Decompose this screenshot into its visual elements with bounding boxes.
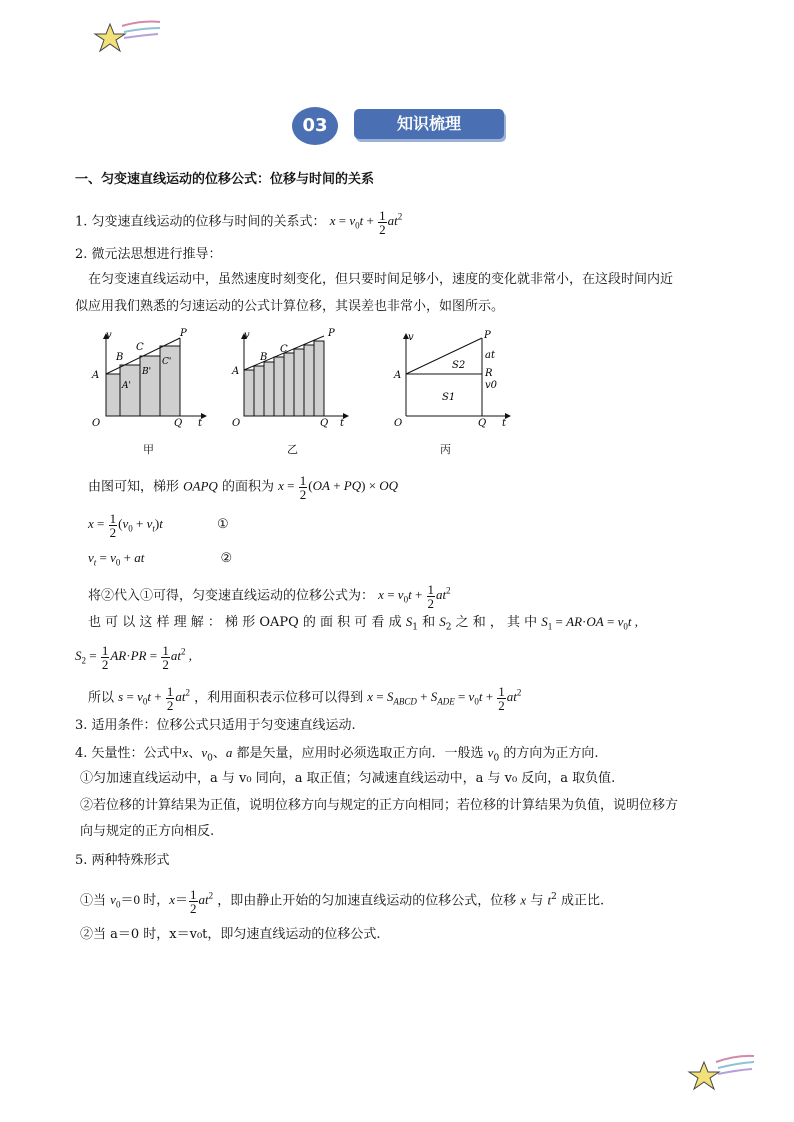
c-label: C (136, 342, 144, 353)
axis-t-label: t (198, 418, 203, 429)
item-1-text: 1. 匀变速直线运动的位移与时间的关系式： (75, 214, 326, 230)
c-label: C (280, 344, 288, 355)
c-prime-label: C' (162, 357, 172, 367)
figure-bing (392, 326, 522, 431)
b-prime-label: B' (142, 367, 152, 377)
a-label: A (394, 370, 402, 381)
item-2-body-1: 在匀变速直线运动中，虽然速度时刻变化，但只要时间足够小，速度的变化就非常小，在这段时间内近 (88, 272, 674, 287)
item-4-point-2a: ②若位移的计算结果为正值，说明位移方向与规定的正方向相同；若位移的计算结果为负值，说明位移方 (80, 798, 679, 813)
p-label: P (180, 328, 187, 339)
item-1 (75, 207, 402, 236)
section-title-badge: 知识梳理 (354, 109, 504, 139)
a-prime-label: A' (122, 381, 131, 391)
figure-jia (86, 326, 216, 431)
axis-v-label: v (106, 330, 112, 341)
section-number-badge: 03 (292, 107, 338, 145)
a-label: A (92, 370, 100, 381)
item-5-point-1: ①当 $v_0=0$ 时，x＝ $\frac{1}{2}$ $at^2$ ，即由静止开始的匀加速直线运动的位移公式，位移 x 与 $t^2$ 成正比. (80, 886, 605, 916)
alternate-understanding: 也 可 以 这 样 理 解 ： 梯 形 OAPQ 的 面 积 可 看 成 $S_1$ 和 $S_2$ 之 和 ， 其 中 $S_1 = AR\cdot OA = v_0t$ , (88, 614, 638, 633)
p-label: P (328, 328, 335, 339)
caption-yi: 乙 (287, 443, 298, 456)
formula-displacement: $x = v_0t$ + $\frac{1}{2}$ $at^2$ (329, 207, 403, 237)
origin-label: O (92, 418, 101, 429)
item-4: 4. 矢量性：公式中x、$v_0$、a 都是矢量，应用时必须选取正方向．一般选 $v_0$ 的方向为正方向. (75, 745, 599, 764)
v0-label: v0 (485, 380, 498, 391)
item-3: 3. 适用条件：位移公式只适用于匀变速直线运动. (75, 718, 356, 733)
star-decoration-bottom (686, 1052, 758, 1096)
p-label: P (484, 330, 491, 341)
figure-yi (228, 326, 358, 431)
axis-v-label: v (408, 332, 414, 343)
a-label: A (232, 366, 240, 377)
item-2: 2. 微元法思想进行推导： (75, 247, 222, 262)
derivation-area: 由图可知，梯形 OAPQ 的面积为 x = $\frac{1}{2}$ (OA + PQ) × OQ (88, 473, 399, 502)
origin-label: O (232, 418, 241, 429)
r-label: R (485, 368, 493, 379)
q-label: Q (320, 418, 329, 429)
b-label: B (116, 352, 124, 363)
equation-1: x = $\frac{1}{2}$ $(v_0 + v_t)t$ ① (88, 511, 229, 540)
item-2-body-2: 似应用我们熟悉的匀速运动的公式计算位移，其误差也非常小，如图所示。 (75, 299, 505, 314)
item-5: 5. 两种特殊形式 (75, 853, 170, 868)
equation-2: $v_t = v_0$ + at ② (88, 550, 233, 568)
s2-formula: $S_2$ = $\frac{1}{2}$ AR·PR = $\frac{1}{2}$ $at^2$ , (75, 642, 192, 672)
axis-t-label: t (502, 418, 507, 429)
item-5-point-2: ②当 a＝0 时，x＝v₀t，即匀速直线运动的位移公式. (80, 927, 381, 942)
star-decoration-top (92, 18, 164, 58)
s1-label: S1 (442, 392, 456, 403)
q-label: Q (174, 418, 183, 429)
origin-label: O (394, 418, 403, 429)
item-4-point-1: ①匀加速直线运动中，a 与 v₀ 同向，a 取正值；匀减速直线运动中，a 与 v₀ 反向，a 取负值. (80, 771, 616, 786)
caption-jia: 甲 (143, 443, 154, 456)
axis-v-label: v (244, 330, 250, 341)
at-label: at (485, 350, 495, 361)
axis-t-label: t (340, 418, 345, 429)
item-4-point-2b: 向与规定的正方向相反. (80, 824, 215, 839)
s2-label: S2 (452, 360, 466, 371)
conclusion-line: 所以 $s = v_0t$ + $\frac{1}{2}$ $at^2$ ，利用面积表示位移可以得到 $x = S_{ABCD} + S_{ADE} = v_0t$ + $\frac{1}{2}$ $at^2$ (88, 683, 522, 713)
substitution-line: 将②代入①可得，匀变速直线运动的位移公式为： $x = v_0t$ + $\frac{1}{2}$ $at^2$ (88, 581, 451, 611)
caption-bing: 丙 (440, 443, 451, 456)
section-heading: 一、匀变速直线运动的位移公式：位移与时间的关系 (75, 172, 375, 187)
q-label: Q (478, 418, 487, 429)
b-label: B (260, 352, 268, 363)
